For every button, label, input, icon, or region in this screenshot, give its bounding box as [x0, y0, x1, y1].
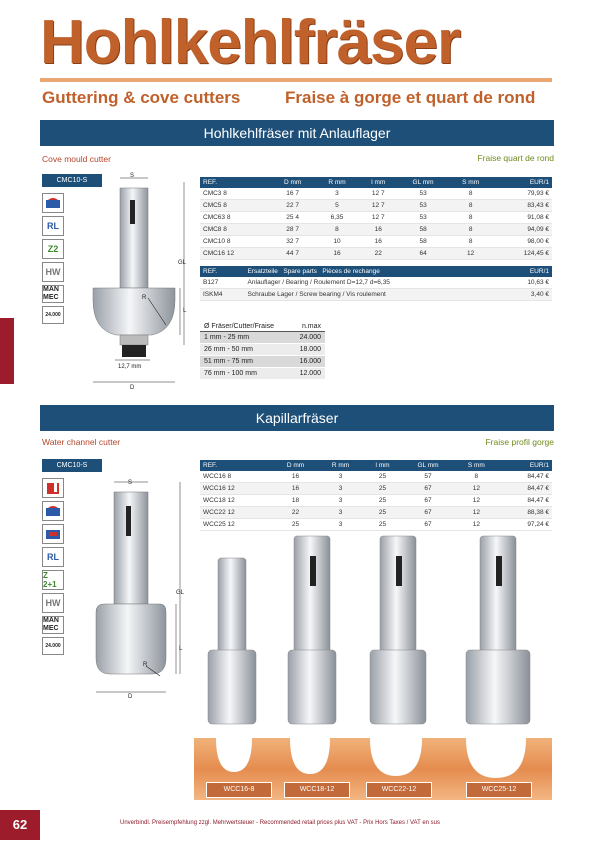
- table-cell: 84,47 €: [499, 495, 553, 507]
- section2-table: [200, 460, 552, 531]
- col-d: D mm: [270, 177, 314, 188]
- teeth-icon: Z2: [42, 239, 64, 259]
- speed-range: 1 mm - 25 mm: [200, 332, 291, 344]
- table-cell: 53: [397, 188, 448, 200]
- col-gl: GL mm: [397, 177, 448, 188]
- dim-gl: GL: [178, 260, 187, 266]
- col-ref: REF.: [200, 460, 273, 471]
- section1-code-badge: CMC10-S: [42, 174, 102, 187]
- material-icon: [42, 193, 64, 213]
- cove-cutter-drawing: [80, 170, 192, 392]
- section1-label-fr: Fraise quart de rond: [477, 153, 554, 163]
- table-cell: 22: [359, 248, 397, 260]
- table-row: [200, 200, 552, 212]
- col-parts-fr: Pièces de rechange: [322, 268, 380, 275]
- speed-value: 16.000: [291, 356, 325, 368]
- table-header-row: [200, 177, 552, 188]
- title-rule: [40, 78, 552, 82]
- table-cell: 12 7: [359, 200, 397, 212]
- col-price: EUR/1: [504, 266, 552, 277]
- table-cell: 28 7: [270, 224, 314, 236]
- speed-col-diameter: Ø Fräser/Cutter/Fraise: [200, 322, 291, 332]
- speed-value: 12.000: [291, 368, 325, 380]
- table-cell: 12: [454, 507, 498, 519]
- table-cell: 8: [449, 224, 493, 236]
- table-cell: 91,08 €: [492, 212, 552, 224]
- col-l: l mm: [363, 460, 402, 471]
- section1-icons: [42, 193, 66, 327]
- col-price: EUR/1: [499, 460, 553, 471]
- table-cell: 67: [402, 495, 454, 507]
- table-cell: 12: [449, 248, 493, 260]
- table-cell: WCC16 12: [200, 483, 273, 495]
- section2-band: Kapillarfräser: [40, 405, 554, 431]
- wood-label: WCC16-8: [206, 782, 272, 798]
- table-cell: 8: [454, 471, 498, 483]
- table-cell: CMC10 8: [200, 236, 270, 248]
- speed-icon-value: 24.000: [45, 312, 61, 318]
- speed-value: 18.000: [291, 344, 325, 356]
- table-cell: 22: [273, 507, 318, 519]
- table-cell: 58: [397, 236, 448, 248]
- table-row: [200, 277, 552, 289]
- cutter-wcc25-12: [466, 536, 530, 724]
- table-cell: 12 7: [359, 212, 397, 224]
- dim-d: D: [130, 385, 135, 391]
- col-r: R mm: [315, 177, 359, 188]
- table-row: [200, 507, 552, 519]
- table-cell: 12: [454, 495, 498, 507]
- table-cell: 16: [315, 248, 359, 260]
- page-title: Hohlkehlfräser: [40, 8, 461, 77]
- table-cell: WCC25 12: [200, 519, 273, 531]
- table-cell: WCC18 12: [200, 495, 273, 507]
- table-cell: 12: [454, 483, 498, 495]
- table-cell: 6,35: [315, 212, 359, 224]
- table-cell: 25: [363, 471, 402, 483]
- table-cell: 8: [449, 236, 493, 248]
- part-price: 3,40 €: [504, 289, 552, 301]
- table-cell: 16 7: [270, 188, 314, 200]
- table-header-row: [200, 460, 552, 471]
- table-cell: 16: [273, 471, 318, 483]
- speed-col-nmax: n.max: [291, 322, 325, 332]
- wood-block-icon: [45, 481, 61, 495]
- cutter-wcc22-12: [370, 536, 426, 724]
- table-cell: 25: [363, 483, 402, 495]
- section1-table: [200, 177, 552, 260]
- rotation-icon: RL: [42, 216, 64, 236]
- section2-label-en: Water channel cutter: [42, 437, 121, 447]
- section1-band: Hohlkehlfräser mit Anlauflager: [40, 120, 554, 146]
- dim-bearing: 12,7 mm: [118, 364, 142, 370]
- col-ref: REF.: [200, 177, 270, 188]
- page-number: 62: [0, 810, 40, 840]
- wood-block-icon: [45, 196, 61, 210]
- table-cell: 8: [315, 224, 359, 236]
- part-desc: Anlauflager / Bearing / Roulement D=12,7 d=6,35: [245, 277, 504, 289]
- dim-s: S: [128, 480, 133, 486]
- speed-icon: [42, 637, 64, 655]
- table-cell: 3: [318, 519, 363, 531]
- table-row: [200, 483, 552, 495]
- table-row: [200, 188, 552, 200]
- table-row: [200, 236, 552, 248]
- table-cell: 10: [315, 236, 359, 248]
- subtitle-fr: Fraise à gorge et quart de rond: [285, 88, 536, 107]
- table-cell: 67: [402, 507, 454, 519]
- table-cell: 25: [363, 495, 402, 507]
- table-cell: 84,47 €: [499, 471, 553, 483]
- section1-parts-table: [200, 266, 552, 301]
- speed-header-row: [200, 322, 325, 332]
- table-cell: 124,45 €: [492, 248, 552, 260]
- dim-gl: GL: [176, 590, 185, 596]
- table-cell: 67: [402, 483, 454, 495]
- table-cell: 8: [449, 212, 493, 224]
- table-cell: 16: [359, 224, 397, 236]
- carbide-icon: HW: [42, 262, 64, 282]
- table-cell: 22 7: [270, 200, 314, 212]
- table-cell: 64: [397, 248, 448, 260]
- table-cell: 8: [449, 188, 493, 200]
- material-icon: [42, 501, 64, 521]
- wood-block-icon: [45, 504, 61, 518]
- table-cell: 3: [318, 471, 363, 483]
- table-row: [200, 212, 552, 224]
- col-r: R mm: [318, 460, 363, 471]
- table-cell: 16: [359, 236, 397, 248]
- table-row: [200, 519, 552, 531]
- part-price: 10,63 €: [504, 277, 552, 289]
- table-cell: 3: [315, 188, 359, 200]
- water-channel-cutter-drawing: [90, 470, 190, 700]
- dim-s: S: [130, 173, 135, 179]
- table-cell: 25: [363, 519, 402, 531]
- col-gl: GL mm: [402, 460, 454, 471]
- material-icon: [42, 478, 64, 498]
- table-cell: 79,93 €: [492, 188, 552, 200]
- table-cell: CMC63 8: [200, 212, 270, 224]
- part-desc: Schraube Lager / Screw bearing / Vis roulement: [245, 289, 504, 301]
- table-cell: 25: [363, 507, 402, 519]
- col-parts: [245, 266, 504, 277]
- cutter-lineup: [200, 530, 552, 735]
- table-cell: 83,43 €: [492, 200, 552, 212]
- col-ref: REF.: [200, 266, 245, 277]
- col-parts-en: Spare parts: [283, 268, 317, 275]
- speed-range: 76 mm - 100 mm: [200, 368, 291, 380]
- table-cell: CMC8 8: [200, 224, 270, 236]
- table-cell: 18: [273, 495, 318, 507]
- table-cell: 12: [454, 519, 498, 531]
- table-cell: 3: [318, 507, 363, 519]
- speed-range: 51 mm - 75 mm: [200, 356, 291, 368]
- col-s: S mm: [454, 460, 498, 471]
- dim-l: L: [179, 646, 183, 652]
- page-tab: [0, 318, 14, 384]
- table-cell: 98,00 €: [492, 236, 552, 248]
- cutter-wcc18-12: [288, 536, 336, 724]
- speed-row: [200, 332, 325, 344]
- col-parts-de: Ersatzteile: [247, 268, 278, 275]
- section2-icons: [42, 478, 66, 658]
- speed-table: [200, 322, 325, 380]
- dim-d: D: [128, 694, 133, 700]
- footer-note: Unverbindl. Preisempfehlung zzgl. Mehrwertsteuer - Recommended retail prices plus VAT - Prix Hors Taxes / VAT en sus: [120, 820, 441, 826]
- table-cell: WCC16 8: [200, 471, 273, 483]
- col-price: EUR/1: [492, 177, 552, 188]
- dim-r: R: [143, 662, 148, 668]
- cutter-wcc16-8: [208, 558, 256, 724]
- speed-row: [200, 356, 325, 368]
- table-cell: 57: [402, 471, 454, 483]
- rotation-icon: RL: [42, 547, 64, 567]
- table-row: [200, 224, 552, 236]
- col-l: l mm: [359, 177, 397, 188]
- table-cell: 25 4: [270, 212, 314, 224]
- dim-l: L: [183, 308, 187, 314]
- teeth-icon: Z 2+1: [42, 570, 64, 590]
- table-cell: 8: [449, 200, 493, 212]
- table-cell: CMC16 12: [200, 248, 270, 260]
- col-s: S mm: [449, 177, 493, 188]
- table-cell: 88,38 €: [499, 507, 553, 519]
- table-cell: 12 7: [359, 188, 397, 200]
- speed-icon: [42, 306, 64, 324]
- table-cell: 97,24 €: [499, 519, 553, 531]
- wood-label: WCC18-12: [284, 782, 350, 798]
- col-d: D mm: [273, 460, 318, 471]
- speed-row: [200, 368, 325, 380]
- wood-block-icon: [45, 527, 61, 541]
- speed-row: [200, 344, 325, 356]
- part-ref: B127: [200, 277, 245, 289]
- table-cell: 32 7: [270, 236, 314, 248]
- wood-label: WCC25-12: [466, 782, 532, 798]
- table-cell: CMC3 8: [200, 188, 270, 200]
- table-row: [200, 248, 552, 260]
- carbide-icon: HW: [42, 593, 64, 613]
- table-row: [200, 495, 552, 507]
- table-cell: 94,09 €: [492, 224, 552, 236]
- table-cell: 3: [318, 495, 363, 507]
- speed-value: 24.000: [291, 332, 325, 344]
- table-cell: 3: [318, 483, 363, 495]
- feed-icon: MAN MEC: [42, 616, 64, 634]
- subtitle-en: Guttering & cove cutters: [42, 88, 241, 107]
- section2-code-badge: CMC10-S: [42, 459, 102, 472]
- wood-label: WCC22-12: [366, 782, 432, 798]
- feed-icon: MAN MEC: [42, 285, 64, 303]
- table-cell: WCC22 12: [200, 507, 273, 519]
- section2-label-fr: Fraise profil gorge: [485, 437, 554, 447]
- table-cell: 53: [397, 200, 448, 212]
- section1-label-en: Cove mould cutter: [42, 154, 111, 164]
- dim-r: R: [142, 295, 147, 301]
- table-cell: 16: [273, 483, 318, 495]
- table-cell: 53: [397, 212, 448, 224]
- table-cell: 84,47 €: [499, 483, 553, 495]
- table-cell: 58: [397, 224, 448, 236]
- speed-icon-value: 24.000: [45, 643, 61, 649]
- table-row: [200, 471, 552, 483]
- speed-range: 26 mm - 50 mm: [200, 344, 291, 356]
- table-row: [200, 289, 552, 301]
- table-cell: 67: [402, 519, 454, 531]
- table-cell: 5: [315, 200, 359, 212]
- table-header-row: [200, 266, 552, 277]
- table-cell: 44 7: [270, 248, 314, 260]
- part-ref: ISKM4: [200, 289, 245, 301]
- table-cell: CMC5 8: [200, 200, 270, 212]
- table-cell: 25: [273, 519, 318, 531]
- material-icon: [42, 524, 64, 544]
